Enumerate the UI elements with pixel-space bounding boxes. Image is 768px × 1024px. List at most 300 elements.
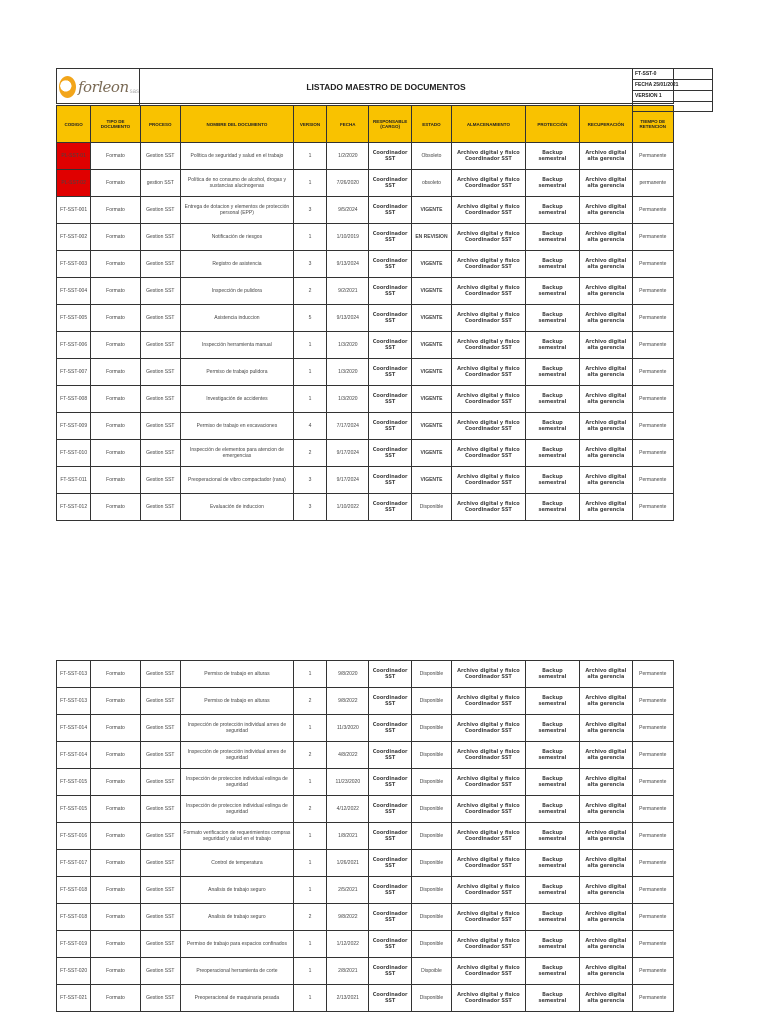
- cell-proteccion: Backup semestral: [525, 823, 579, 850]
- cell-almacenamiento: Archivo digital y fisico Coordinador SST: [452, 467, 526, 494]
- cell-proteccion: Backup semestral: [525, 251, 579, 278]
- cell-codigo: FT-SST-001: [57, 197, 91, 224]
- column-header: VERSION: [293, 106, 326, 143]
- cell-responsable: Coordinador SST: [369, 413, 411, 440]
- table-row: [57, 305, 674, 332]
- cell-estado: Dispoible: [411, 958, 451, 985]
- cell-retencion: Permanente: [632, 467, 673, 494]
- table-row: [57, 359, 674, 386]
- cell-responsable: Coordinador SST: [369, 661, 411, 688]
- logo-subtext: sas: [129, 89, 139, 95]
- cell-codigo: PL-SST-02: [57, 170, 91, 197]
- cell-nombre: Política de no consumo de alcohol, drogas y sustancias alucinogenas: [180, 170, 293, 197]
- cell-responsable: Coordinador SST: [369, 931, 411, 958]
- cell-tipo: Formato: [91, 143, 140, 170]
- cell-nombre: Inspección herramienta manual: [180, 332, 293, 359]
- cell-responsable: Coordinador SST: [369, 769, 411, 796]
- cell-estado: Obsoleto: [411, 143, 451, 170]
- cell-retencion: Permanente: [632, 661, 673, 688]
- cell-recuperacion: Archivo digital alta gerencia: [580, 715, 632, 742]
- cell-tipo: Formato: [91, 278, 140, 305]
- table-row: [57, 251, 674, 278]
- table-body-continued: [57, 661, 674, 1012]
- cell-version: 2: [293, 440, 326, 467]
- cell-retencion: Permanente: [632, 359, 673, 386]
- cell-almacenamiento: Archivo digital y fisico Coordinador SST: [452, 359, 526, 386]
- table-row: [57, 769, 674, 796]
- documents-table-continued: [56, 660, 674, 1012]
- cell-recuperacion: Archivo digital alta gerencia: [580, 440, 632, 467]
- cell-fecha: 9/8/2020: [327, 661, 369, 688]
- cell-estado: VIGENTE: [411, 278, 451, 305]
- cell-fecha: 1/10/2022: [327, 494, 369, 521]
- table-row: [57, 850, 674, 877]
- cell-proteccion: Backup semestral: [525, 661, 579, 688]
- cell-estado: VIGENTE: [411, 197, 451, 224]
- cell-retencion: Permanente: [632, 251, 673, 278]
- cell-retencion: Permanente: [632, 904, 673, 931]
- cell-proteccion: Backup semestral: [525, 224, 579, 251]
- cell-nombre: Permiso de trabajo para espacios confinados: [180, 931, 293, 958]
- table-row: [57, 796, 674, 823]
- cell-estado: Disponible: [411, 931, 451, 958]
- cell-codigo: FT-SST-014: [57, 715, 91, 742]
- meta-date: FECHA 25/01/2021: [632, 79, 713, 90]
- table-row: [57, 143, 674, 170]
- cell-estado: Disponible: [411, 494, 451, 521]
- cell-estado: VIGENTE: [411, 332, 451, 359]
- cell-proceso: Gestion SST: [140, 958, 180, 985]
- cell-almacenamiento: Archivo digital y fisico Coordinador SST: [452, 796, 526, 823]
- cell-proteccion: Backup semestral: [525, 715, 579, 742]
- cell-proceso: Gestion SST: [140, 494, 180, 521]
- cell-proceso: Gestion SST: [140, 769, 180, 796]
- cell-tipo: Formato: [91, 251, 140, 278]
- cell-proteccion: Backup semestral: [525, 796, 579, 823]
- cell-almacenamiento: Archivo digital y fisico Coordinador SST: [452, 170, 526, 197]
- cell-proceso: Gestion SST: [140, 305, 180, 332]
- cell-retencion: Permanente: [632, 413, 673, 440]
- cell-recuperacion: Archivo digital alta gerencia: [580, 985, 632, 1012]
- cell-estado: Disponible: [411, 796, 451, 823]
- cell-responsable: Coordinador SST: [369, 688, 411, 715]
- table-row: [57, 494, 674, 521]
- cell-estado: VIGENTE: [411, 467, 451, 494]
- cell-retencion: Permanente: [632, 332, 673, 359]
- cell-proteccion: Backup semestral: [525, 467, 579, 494]
- cell-proteccion: Backup semestral: [525, 440, 579, 467]
- cell-almacenamiento: Archivo digital y fisico Coordinador SST: [452, 305, 526, 332]
- cell-recuperacion: Archivo digital alta gerencia: [580, 143, 632, 170]
- cell-responsable: Coordinador SST: [369, 278, 411, 305]
- cell-recuperacion: Archivo digital alta gerencia: [580, 278, 632, 305]
- cell-proceso: Gestion SST: [140, 742, 180, 769]
- cell-retencion: Permanente: [632, 224, 673, 251]
- cell-nombre: Inspección de pulidora: [180, 278, 293, 305]
- cell-retencion: Permanente: [632, 278, 673, 305]
- cell-recuperacion: Archivo digital alta gerencia: [580, 224, 632, 251]
- cell-codigo: FT-SST-011: [57, 467, 91, 494]
- cell-fecha: 2/13/2021: [327, 985, 369, 1012]
- cell-tipo: Formato: [91, 661, 140, 688]
- cell-fecha: 2/5/2021: [327, 877, 369, 904]
- cell-version: 1: [293, 850, 326, 877]
- cell-responsable: Coordinador SST: [369, 251, 411, 278]
- cell-tipo: Formato: [91, 440, 140, 467]
- cell-retencion: Permanente: [632, 688, 673, 715]
- cell-estado: VIGENTE: [411, 305, 451, 332]
- cell-version: 4: [293, 413, 326, 440]
- meta-blank: [632, 101, 713, 112]
- cell-tipo: Formato: [91, 197, 140, 224]
- cell-proceso: Gestion SST: [140, 796, 180, 823]
- cell-tipo: Formato: [91, 715, 140, 742]
- cell-version: 1: [293, 931, 326, 958]
- cell-tipo: Formato: [91, 742, 140, 769]
- company-logo: [59, 70, 139, 103]
- cell-proteccion: Backup semestral: [525, 359, 579, 386]
- cell-version: 1: [293, 985, 326, 1012]
- column-header: PROCESO: [140, 106, 180, 143]
- cell-fecha: 9/13/2024: [327, 305, 369, 332]
- cell-retencion: Permanente: [632, 985, 673, 1012]
- cell-version: 1: [293, 170, 326, 197]
- table-body: [57, 143, 674, 521]
- cell-fecha: 9/13/2024: [327, 251, 369, 278]
- cell-almacenamiento: Archivo digital y fisico Coordinador SST: [452, 850, 526, 877]
- cell-tipo: Formato: [91, 823, 140, 850]
- cell-fecha: 9/17/2024: [327, 467, 369, 494]
- cell-fecha: 9/2/2021: [327, 278, 369, 305]
- cell-fecha: 1/12/2022: [327, 931, 369, 958]
- cell-responsable: Coordinador SST: [369, 958, 411, 985]
- document-page-2: [56, 660, 713, 1012]
- cell-retencion: Permanente: [632, 796, 673, 823]
- cell-retencion: Permanente: [632, 769, 673, 796]
- cell-responsable: Coordinador SST: [369, 877, 411, 904]
- cell-proceso: gestion SST: [140, 170, 180, 197]
- cell-proceso: Gestion SST: [140, 143, 180, 170]
- cell-recuperacion: Archivo digital alta gerencia: [580, 467, 632, 494]
- cell-codigo: FT-SST-014: [57, 742, 91, 769]
- cell-tipo: Formato: [91, 305, 140, 332]
- cell-codigo: FT-SST-008: [57, 386, 91, 413]
- logo-text: forleon: [78, 77, 129, 96]
- cell-fecha: 4/12/2022: [327, 796, 369, 823]
- cell-almacenamiento: Archivo digital y fisico Coordinador SST: [452, 494, 526, 521]
- cell-fecha: 7/17/2024: [327, 413, 369, 440]
- cell-proceso: Gestion SST: [140, 823, 180, 850]
- cell-estado: VIGENTE: [411, 386, 451, 413]
- cell-retencion: Permanente: [632, 742, 673, 769]
- cell-version: 1: [293, 823, 326, 850]
- cell-recuperacion: Archivo digital alta gerencia: [580, 305, 632, 332]
- cell-almacenamiento: Archivo digital y fisico Coordinador SST: [452, 278, 526, 305]
- cell-estado: VIGENTE: [411, 251, 451, 278]
- cell-tipo: Formato: [91, 386, 140, 413]
- cell-proteccion: Backup semestral: [525, 494, 579, 521]
- cell-fecha: 4/8/2022: [327, 742, 369, 769]
- document-meta: [632, 68, 713, 112]
- cell-nombre: Entrega de dotacion y elementos de protección personal (EPP): [180, 197, 293, 224]
- cell-retencion: Permanente: [632, 958, 673, 985]
- cell-nombre: Preoperacional de maquinaria pesada: [180, 985, 293, 1012]
- cell-tipo: Formato: [91, 904, 140, 931]
- cell-codigo: FT-SST-018: [57, 877, 91, 904]
- cell-recuperacion: Archivo digital alta gerencia: [580, 904, 632, 931]
- cell-nombre: Permiso de trabajo en alturas: [180, 688, 293, 715]
- cell-nombre: Inspección de elementos para atencion de emergencias: [180, 440, 293, 467]
- table-row: [57, 386, 674, 413]
- cell-estado: Disponible: [411, 742, 451, 769]
- column-header: RESPONSABLE (CARGO): [369, 106, 411, 143]
- cell-recuperacion: Archivo digital alta gerencia: [580, 688, 632, 715]
- cell-proceso: Gestion SST: [140, 440, 180, 467]
- cell-recuperacion: Archivo digital alta gerencia: [580, 494, 632, 521]
- cell-proteccion: Backup semestral: [525, 305, 579, 332]
- cell-recuperacion: Archivo digital alta gerencia: [580, 386, 632, 413]
- cell-version: 3: [293, 251, 326, 278]
- cell-almacenamiento: Archivo digital y fisico Coordinador SST: [452, 413, 526, 440]
- cell-recuperacion: Archivo digital alta gerencia: [580, 742, 632, 769]
- cell-estado: Disponible: [411, 715, 451, 742]
- cell-estado: Disponible: [411, 688, 451, 715]
- cell-tipo: Formato: [91, 796, 140, 823]
- cell-tipo: Formato: [91, 877, 140, 904]
- cell-version: 2: [293, 742, 326, 769]
- cell-estado: VIGENTE: [411, 359, 451, 386]
- table-header-row: [57, 106, 674, 143]
- cell-version: 1: [293, 224, 326, 251]
- cell-proteccion: Backup semestral: [525, 931, 579, 958]
- cell-nombre: Inspección de protección individual arnes de seguridad: [180, 742, 293, 769]
- cell-responsable: Coordinador SST: [369, 305, 411, 332]
- cell-fecha: 2/8/2021: [327, 958, 369, 985]
- cell-nombre: Inspección de protección individual arnes de seguridad: [180, 715, 293, 742]
- cell-estado: Disponible: [411, 904, 451, 931]
- cell-fecha: 9/8/2022: [327, 688, 369, 715]
- cell-recuperacion: Archivo digital alta gerencia: [580, 170, 632, 197]
- cell-almacenamiento: Archivo digital y fisico Coordinador SST: [452, 332, 526, 359]
- cell-almacenamiento: Archivo digital y fisico Coordinador SST: [452, 715, 526, 742]
- cell-proceso: Gestion SST: [140, 224, 180, 251]
- cell-recuperacion: Archivo digital alta gerencia: [580, 796, 632, 823]
- table-row: [57, 440, 674, 467]
- cell-codigo: FT-SST-010: [57, 440, 91, 467]
- cell-nombre: Inspección de proteccion individual eslinga de seguridad: [180, 796, 293, 823]
- cell-proceso: Gestion SST: [140, 386, 180, 413]
- cell-almacenamiento: Archivo digital y fisico Coordinador SST: [452, 386, 526, 413]
- cell-nombre: Preoperacional herramienta de corte: [180, 958, 293, 985]
- cell-version: 1: [293, 769, 326, 796]
- cell-version: 1: [293, 958, 326, 985]
- cell-recuperacion: Archivo digital alta gerencia: [580, 332, 632, 359]
- cell-nombre: Evaluación de induccion: [180, 494, 293, 521]
- cell-proteccion: Backup semestral: [525, 742, 579, 769]
- cell-recuperacion: Archivo digital alta gerencia: [580, 823, 632, 850]
- cell-proceso: Gestion SST: [140, 661, 180, 688]
- column-header: ALMACENAMIENTO: [452, 106, 526, 143]
- cell-almacenamiento: Archivo digital y fisico Coordinador SST: [452, 769, 526, 796]
- cell-tipo: Formato: [91, 985, 140, 1012]
- cell-responsable: Coordinador SST: [369, 796, 411, 823]
- cell-version: 2: [293, 904, 326, 931]
- table-row: [57, 742, 674, 769]
- column-header: FECHA: [327, 106, 369, 143]
- cell-version: 3: [293, 197, 326, 224]
- cell-fecha: 11/23/2020: [327, 769, 369, 796]
- document-header: [56, 68, 713, 105]
- cell-responsable: Coordinador SST: [369, 742, 411, 769]
- table-row: [57, 467, 674, 494]
- cell-retencion: Permanente: [632, 440, 673, 467]
- table-row: [57, 958, 674, 985]
- cell-responsable: Coordinador SST: [369, 467, 411, 494]
- cell-nombre: Inspección de proteccion individual eslinga de seguridad: [180, 769, 293, 796]
- cell-codigo: FT-SST-019: [57, 931, 91, 958]
- cell-proteccion: Backup semestral: [525, 413, 579, 440]
- cell-fecha: 1/2/2020: [327, 143, 369, 170]
- cell-proteccion: Backup semestral: [525, 278, 579, 305]
- cell-proteccion: Backup semestral: [525, 688, 579, 715]
- cell-responsable: Coordinador SST: [369, 715, 411, 742]
- cell-nombre: Registro de asistencia: [180, 251, 293, 278]
- cell-almacenamiento: Archivo digital y fisico Coordinador SST: [452, 823, 526, 850]
- table-row: [57, 904, 674, 931]
- cell-recuperacion: Archivo digital alta gerencia: [580, 769, 632, 796]
- cell-tipo: Formato: [91, 958, 140, 985]
- table-row: [57, 661, 674, 688]
- cell-responsable: Coordinador SST: [369, 823, 411, 850]
- cell-recuperacion: Archivo digital alta gerencia: [580, 958, 632, 985]
- cell-fecha: 1/8/2021: [327, 823, 369, 850]
- cell-nombre: Analisis de trabajo seguro: [180, 904, 293, 931]
- cell-proteccion: Backup semestral: [525, 769, 579, 796]
- cell-tipo: Formato: [91, 332, 140, 359]
- cell-proceso: Gestion SST: [140, 904, 180, 931]
- table-row: [57, 197, 674, 224]
- column-header: NOMBRE DEL DOCUMENTO: [180, 106, 293, 143]
- cell-fecha: 9/8/2022: [327, 904, 369, 931]
- cell-responsable: Coordinador SST: [369, 440, 411, 467]
- meta-code: FT-SST-0: [632, 68, 713, 79]
- cell-tipo: Formato: [91, 850, 140, 877]
- column-header: CODIGO: [57, 106, 91, 143]
- cell-proceso: Gestion SST: [140, 467, 180, 494]
- cell-almacenamiento: Archivo digital y fisico Coordinador SST: [452, 197, 526, 224]
- cell-responsable: Coordinador SST: [369, 170, 411, 197]
- table-row: [57, 170, 674, 197]
- cell-almacenamiento: Archivo digital y fisico Coordinador SST: [452, 877, 526, 904]
- cell-almacenamiento: Archivo digital y fisico Coordinador SST: [452, 661, 526, 688]
- cell-version: 1: [293, 715, 326, 742]
- cell-almacenamiento: Archivo digital y fisico Coordinador SST: [452, 224, 526, 251]
- cell-tipo: Formato: [91, 769, 140, 796]
- cell-proceso: Gestion SST: [140, 877, 180, 904]
- cell-recuperacion: Archivo digital alta gerencia: [580, 931, 632, 958]
- column-header: ESTADO: [411, 106, 451, 143]
- cell-tipo: Formato: [91, 688, 140, 715]
- cell-version: 1: [293, 143, 326, 170]
- cell-almacenamiento: Archivo digital y fisico Coordinador SST: [452, 904, 526, 931]
- cell-proteccion: Backup semestral: [525, 904, 579, 931]
- cell-codigo: FT-SST-002: [57, 224, 91, 251]
- cell-codigo: FT-SST-012: [57, 494, 91, 521]
- cell-tipo: Formato: [91, 467, 140, 494]
- cell-retencion: Permanente: [632, 305, 673, 332]
- cell-codigo: FT-SST-017: [57, 850, 91, 877]
- cell-responsable: Coordinador SST: [369, 224, 411, 251]
- cell-estado: Disponible: [411, 661, 451, 688]
- cell-retencion: Permanente: [632, 823, 673, 850]
- header-box: [56, 68, 674, 104]
- cell-nombre: Permiso de trabajo en excavaciones: [180, 413, 293, 440]
- cell-proteccion: Backup semestral: [525, 958, 579, 985]
- cell-proteccion: Backup semestral: [525, 386, 579, 413]
- cell-retencion: Permanente: [632, 877, 673, 904]
- cell-responsable: Coordinador SST: [369, 985, 411, 1012]
- cell-fecha: 11/3/2020: [327, 715, 369, 742]
- cell-retencion: Permanente: [632, 850, 673, 877]
- cell-proceso: Gestion SST: [140, 985, 180, 1012]
- cell-codigo: FT-SST-007: [57, 359, 91, 386]
- cell-estado: Disponible: [411, 877, 451, 904]
- cell-tipo: Formato: [91, 413, 140, 440]
- cell-codigo: FT-SST-015: [57, 796, 91, 823]
- cell-nombre: Política de seguridad y salud en el trabajo: [180, 143, 293, 170]
- cell-tipo: Formato: [91, 359, 140, 386]
- cell-fecha: 7/26/2020: [327, 170, 369, 197]
- cell-version: 5: [293, 305, 326, 332]
- cell-almacenamiento: Archivo digital y fisico Coordinador SST: [452, 958, 526, 985]
- cell-retencion: Permanente: [632, 197, 673, 224]
- cell-almacenamiento: Archivo digital y fisico Coordinador SST: [452, 688, 526, 715]
- column-header: TIPO DE DOCUMENTO: [91, 106, 140, 143]
- documents-table: [56, 105, 674, 521]
- cell-proteccion: Backup semestral: [525, 170, 579, 197]
- cell-almacenamiento: Archivo digital y fisico Coordinador SST: [452, 742, 526, 769]
- cell-version: 3: [293, 494, 326, 521]
- cell-proceso: Gestion SST: [140, 197, 180, 224]
- cell-fecha: 9/5/2024: [327, 197, 369, 224]
- table-row: [57, 332, 674, 359]
- cell-estado: VIGENTE: [411, 413, 451, 440]
- cell-version: 2: [293, 688, 326, 715]
- table-row: [57, 224, 674, 251]
- cell-responsable: Coordinador SST: [369, 332, 411, 359]
- cell-responsable: Coordinador SST: [369, 386, 411, 413]
- cell-codigo: FT-SST-015: [57, 769, 91, 796]
- table-row: [57, 823, 674, 850]
- cell-estado: Disponible: [411, 823, 451, 850]
- cell-nombre: Preoperacional de vibro compactador (rana): [180, 467, 293, 494]
- cell-proceso: Gestion SST: [140, 688, 180, 715]
- cell-nombre: Investigación de accidentes: [180, 386, 293, 413]
- column-header: TIEMPO DE RETENCION: [632, 106, 673, 143]
- cell-version: 2: [293, 796, 326, 823]
- cell-proteccion: Backup semestral: [525, 197, 579, 224]
- cell-version: 1: [293, 386, 326, 413]
- cell-codigo: PL-SST-01: [57, 143, 91, 170]
- cell-recuperacion: Archivo digital alta gerencia: [580, 413, 632, 440]
- cell-almacenamiento: Archivo digital y fisico Coordinador SST: [452, 251, 526, 278]
- cell-fecha: 1/3/2020: [327, 386, 369, 413]
- cell-nombre: Asistencia induccion: [180, 305, 293, 332]
- cell-fecha: 1/26/2021: [327, 850, 369, 877]
- cell-nombre: Formato verificacion de requerimientos compras seguridad y salud en el trabajo: [180, 823, 293, 850]
- table-row: [57, 413, 674, 440]
- cell-recuperacion: Archivo digital alta gerencia: [580, 251, 632, 278]
